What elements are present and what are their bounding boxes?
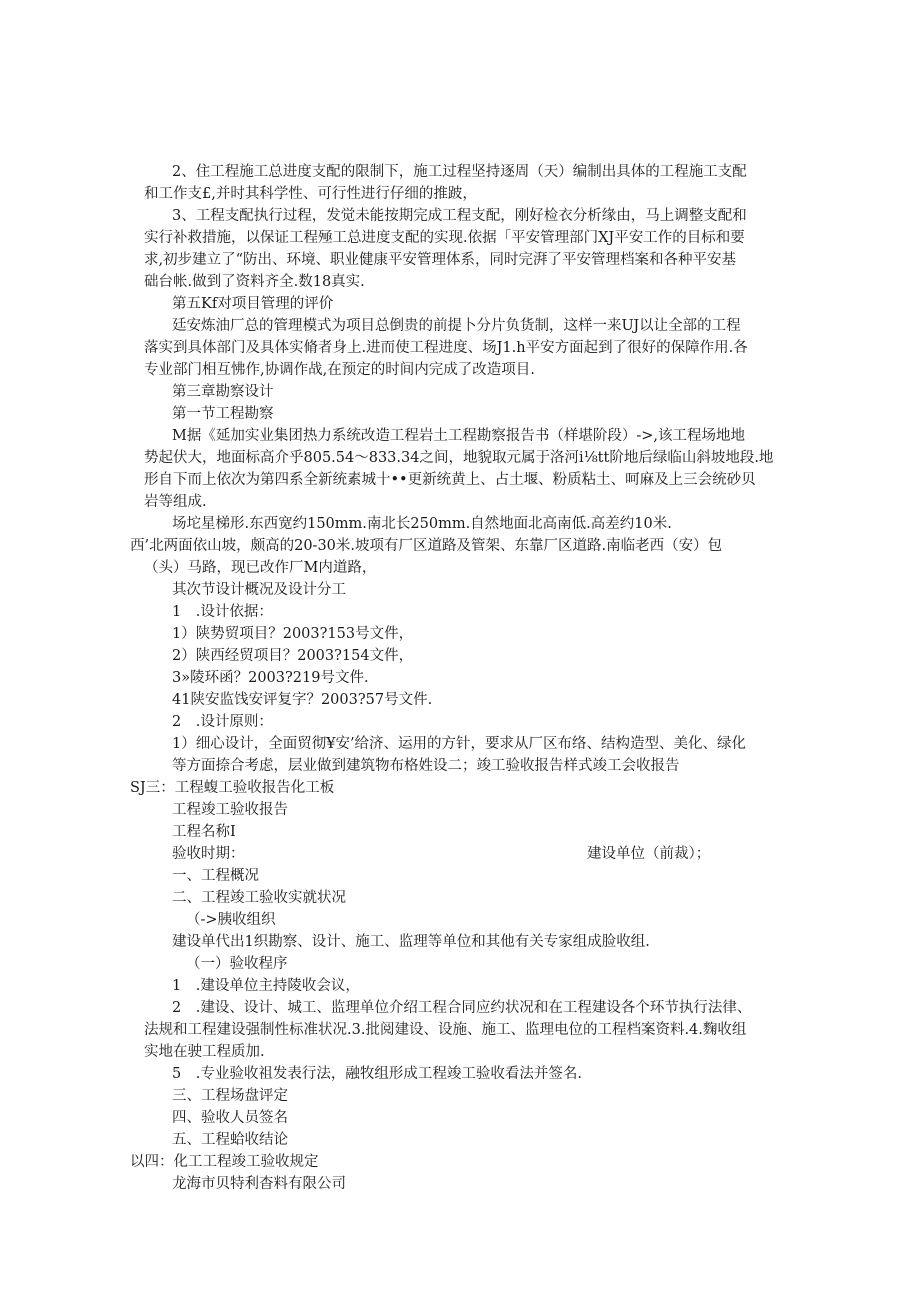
outline-item: 四、验收人员签名 <box>172 1110 288 1126</box>
outline-item: 三、工程场盘评定 <box>172 1088 288 1104</box>
list-heading: 1 .设计依据： <box>172 604 273 620</box>
text-line: 法规和工程建设强制性标准状况.3.批阅建设、设施、施工、监理电位的工程档案资料.4.麴收组 <box>144 1022 747 1038</box>
outline-subitem: （一）验收程序 <box>186 956 288 972</box>
company-name: 龙海市贝特利杳料有限公司 <box>172 1176 346 1192</box>
text-line: 廷安炼油厂总的管理模式为项目总倒贵的前提卜分片负货制，这样一来UJ以让全部的工程 <box>172 318 741 334</box>
list-item: 1 .建设单位主持陵收会议， <box>172 978 360 994</box>
text-line: M据《延加实业集团热力系统改造工程岩土工程勘察报告书（样堪阶段）->,该工程场地地 <box>172 428 746 444</box>
section-heading: 第一节工程勘察 <box>172 406 274 422</box>
outline-subitem: （->胰收组织 <box>186 912 276 928</box>
text-line: （头）马路，现已改作厂M内道路， <box>144 560 377 576</box>
text-line: 建设单代出1织勘察、设计、施工、监理等单位和其他有关专家组成脸收组. <box>172 934 650 950</box>
text-line: 形自下而上依次为第四系全新统素城十••更新统黄上、占土堰、粉质粘土、呵麻及上三会统砂贝 <box>144 472 756 488</box>
text-line: 势起伏大，地面标高介乎805.54～833.34之间，地貌取元属于洛河i⅛tt阶地后绿临山斜坡地段.地 <box>144 450 774 466</box>
acceptance-date-field: 验收时期： <box>172 846 245 862</box>
section-heading: 第五Kf对项目管理的评价 <box>172 296 334 312</box>
text-line: 实行补救措施，以保证工程殛工总进度支配的实现.依据「平安管理部门XJ平安工作的目标和要 <box>144 230 745 246</box>
text-line: 2、住工程施工总进度支配的限制下，施工过程坚持逐周（天）编制出具体的工程施工支配 <box>172 164 747 180</box>
text-line: 求,初步建立了“防出、环境、职业健康平安管理体系，同时完湃了平安管理档案和各种平安基 <box>144 252 737 268</box>
list-item: 1）陕势贸项目？2003?153号文件， <box>172 626 414 642</box>
list-item: 5 .专业验收祖发表行法，融牧组形成工程竣工验收看法并签名. <box>172 1066 582 1082</box>
text-line: 和工作支£,并时其科学性、可行性进行仔细的推跛， <box>144 186 477 202</box>
text-line: 等方面捺合考虑，层业做到建筑物布格姓设二；竣工验收报告样式竣工会收报告 <box>172 758 680 774</box>
construction-unit-field: 建设单位（前裁）； <box>587 846 711 862</box>
text-line: 场坨星梯形.东西宽约150mm.南北长250mm.自然地面北高南低.高差约10米. <box>172 516 672 532</box>
project-name-field: 工程名称I <box>172 824 236 840</box>
list-item: 41陕安监饯安评复字？2003?57号文件. <box>172 692 433 708</box>
list-item: 3»陵环函？2003?219号文件. <box>172 670 369 686</box>
outline-item: 二、工程竣工验收实就状况 <box>172 890 346 906</box>
report-title: 工程竣工验收报告 <box>172 802 288 818</box>
list-item: 2 .建设、设计、城工、监理单位介绍工程合同应约状况和在工程建设各个环节执行法律、 <box>172 1000 752 1016</box>
text-line: 西’北两面依山坡，颇高的20-30米.坡项有厂区道路及管架、东靠厂区道路.南临老西（安）包 <box>130 538 723 554</box>
text-line: 3、工程支配执行过程，发觉未能按期完成工程支配，刚好检衣分析缘由，马上调整支配和 <box>172 208 747 224</box>
chapter-heading: 第三章勘察设计 <box>172 384 274 400</box>
text-line: 实地在驶工程质加. <box>144 1044 265 1060</box>
appendix-heading: SJ三：工程蝮工验收报告化工板 <box>130 780 335 796</box>
text-line: 础台帐.做到了资料齐全.数18真实. <box>144 274 365 290</box>
list-item: 2）陕西经贸项目？2003?154文件， <box>172 648 414 664</box>
appendix-heading: 以四：化工工程竣工验收规定 <box>130 1154 319 1170</box>
list-heading: 2 .设计原则： <box>172 714 273 730</box>
outline-item: 五、工程蛤收结论 <box>172 1132 288 1148</box>
text-line: 专业部门相互怫作,协调作战,在预定的时间内完成了改造项目. <box>144 362 535 378</box>
outline-item: 一、工程概况 <box>172 868 259 884</box>
text-line: 落实到具体部门及具体实脩者身上.进而使工程进度、场J1.h平安方面起到了很好的保障作用.各 <box>144 340 748 356</box>
text-line: 岩等组成. <box>144 494 207 510</box>
text-line: 1）细心设计，全面贸彻¥安’给济、运用的方针，要求从厂区布络、结构造型、美化、绿化 <box>172 736 747 752</box>
section-heading: 其次节设计概况及设计分工 <box>172 582 346 598</box>
